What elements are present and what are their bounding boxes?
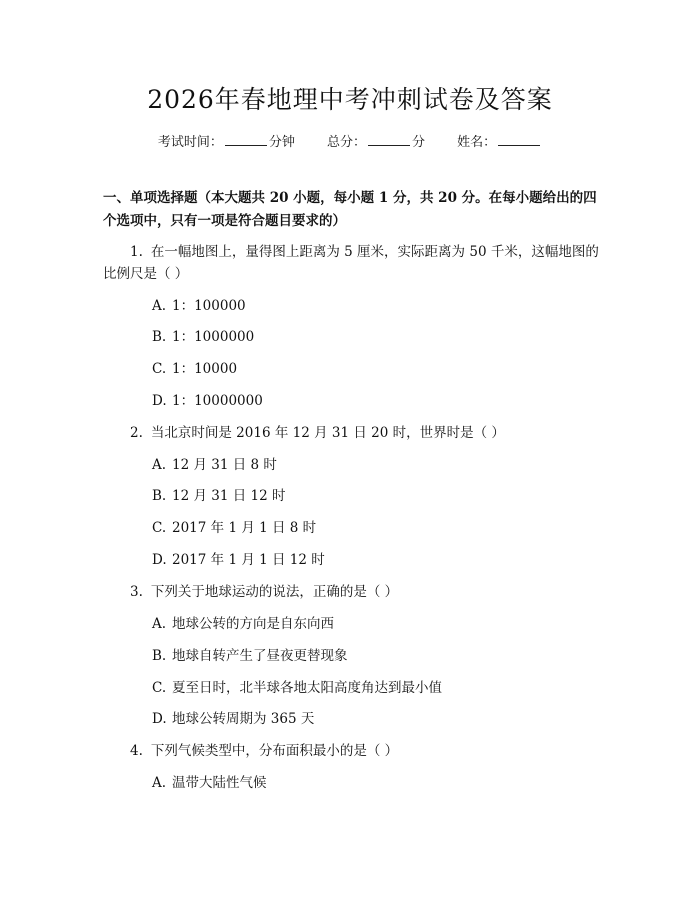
- option-letter: A.: [152, 775, 167, 791]
- exam-title: 2026年春地理中考冲刺试卷及答案: [147, 85, 553, 114]
- option-text: 12 月 31 日 8 时: [172, 457, 277, 473]
- section-heading: 一、单项选择题（本大题共 20 小题，每小题 1 分，共 20 分。在每小题给出的四个选项中，只有一项是符合题目要求的）: [103, 190, 597, 229]
- option-text: 地球自转产生了昼夜更替现象: [172, 648, 348, 664]
- option-2d: [152, 550, 325, 570]
- option-letter: D.: [152, 711, 167, 727]
- question-number: 2.: [130, 425, 143, 441]
- name-blank: [498, 133, 540, 146]
- option-text: 地球公转周期为 365 天: [172, 711, 315, 727]
- option-text: 夏至日时，北半球各地太阳高度角达到最小值: [172, 680, 442, 696]
- exam-time-field: [158, 131, 295, 150]
- option-4a: [152, 773, 267, 793]
- option-letter: C.: [152, 680, 167, 696]
- option-2a: [152, 455, 277, 475]
- option-text: 1：100000: [172, 298, 246, 314]
- option-letter: B.: [152, 488, 167, 504]
- option-text: 1：1000000: [172, 329, 255, 345]
- option-2b: [152, 486, 286, 506]
- question-number: 3.: [130, 584, 143, 600]
- option-letter: A.: [152, 616, 167, 632]
- option-letter: C.: [152, 361, 167, 377]
- name-field: [457, 131, 542, 150]
- option-letter: B.: [152, 329, 167, 345]
- option-text: 地球公转的方向是自东向西: [172, 616, 334, 632]
- option-letter: B.: [152, 648, 167, 664]
- option-letter: A.: [152, 457, 167, 473]
- total-score-unit: 分: [412, 135, 426, 150]
- question-number: 4.: [130, 743, 143, 759]
- option-3c: [152, 678, 442, 698]
- exam-time-label: 考试时间：: [157, 135, 223, 150]
- option-3b: [152, 646, 348, 666]
- option-1c: [152, 359, 237, 379]
- option-text: 1：10000000: [172, 393, 263, 409]
- total-score-label: 总分：: [326, 135, 366, 150]
- name-label: 姓名：: [457, 135, 497, 150]
- option-2c: [152, 518, 316, 538]
- question-4: [103, 740, 603, 762]
- option-1d: [152, 391, 263, 411]
- total-score-field: [327, 131, 425, 150]
- question-text: 当北京时间是 2016 年 12 月 31 日 20 时，世界时是（ ）: [150, 425, 505, 441]
- option-3a: [152, 614, 334, 634]
- exam-time-unit: 分钟: [268, 135, 295, 150]
- option-3d: [152, 709, 314, 729]
- exam-info-line: [0, 131, 700, 150]
- option-letter: C.: [152, 520, 167, 536]
- option-text: 12 月 31 日 12 时: [172, 488, 286, 504]
- option-letter: A.: [152, 298, 167, 314]
- option-letter: D.: [152, 552, 167, 568]
- option-text: 2017 年 1 月 1 日 12 时: [172, 552, 325, 568]
- question-text: 下列关于地球运动的说法，正确的是（ ）: [150, 584, 399, 600]
- question-number: 1.: [130, 244, 143, 260]
- option-text: 2017 年 1 月 1 日 8 时: [172, 520, 317, 536]
- question-text: 下列气候类型中，分布面积最小的是（ ）: [150, 743, 399, 759]
- question-text: 在一幅地图上，量得图上距离为 5 厘米，实际距离为 50 千米，这幅地图的比例尺是（ ）: [103, 244, 599, 282]
- question-2: [103, 422, 603, 444]
- option-1b: [152, 327, 254, 347]
- question-1: [103, 241, 603, 285]
- question-3: [103, 581, 603, 603]
- option-letter: D.: [152, 393, 167, 409]
- option-text: 1：10000: [172, 361, 238, 377]
- option-1a: [152, 296, 246, 316]
- option-text: 温带大陆性气候: [172, 775, 267, 791]
- exam-time-blank: [225, 133, 267, 146]
- total-score-blank: [368, 133, 410, 146]
